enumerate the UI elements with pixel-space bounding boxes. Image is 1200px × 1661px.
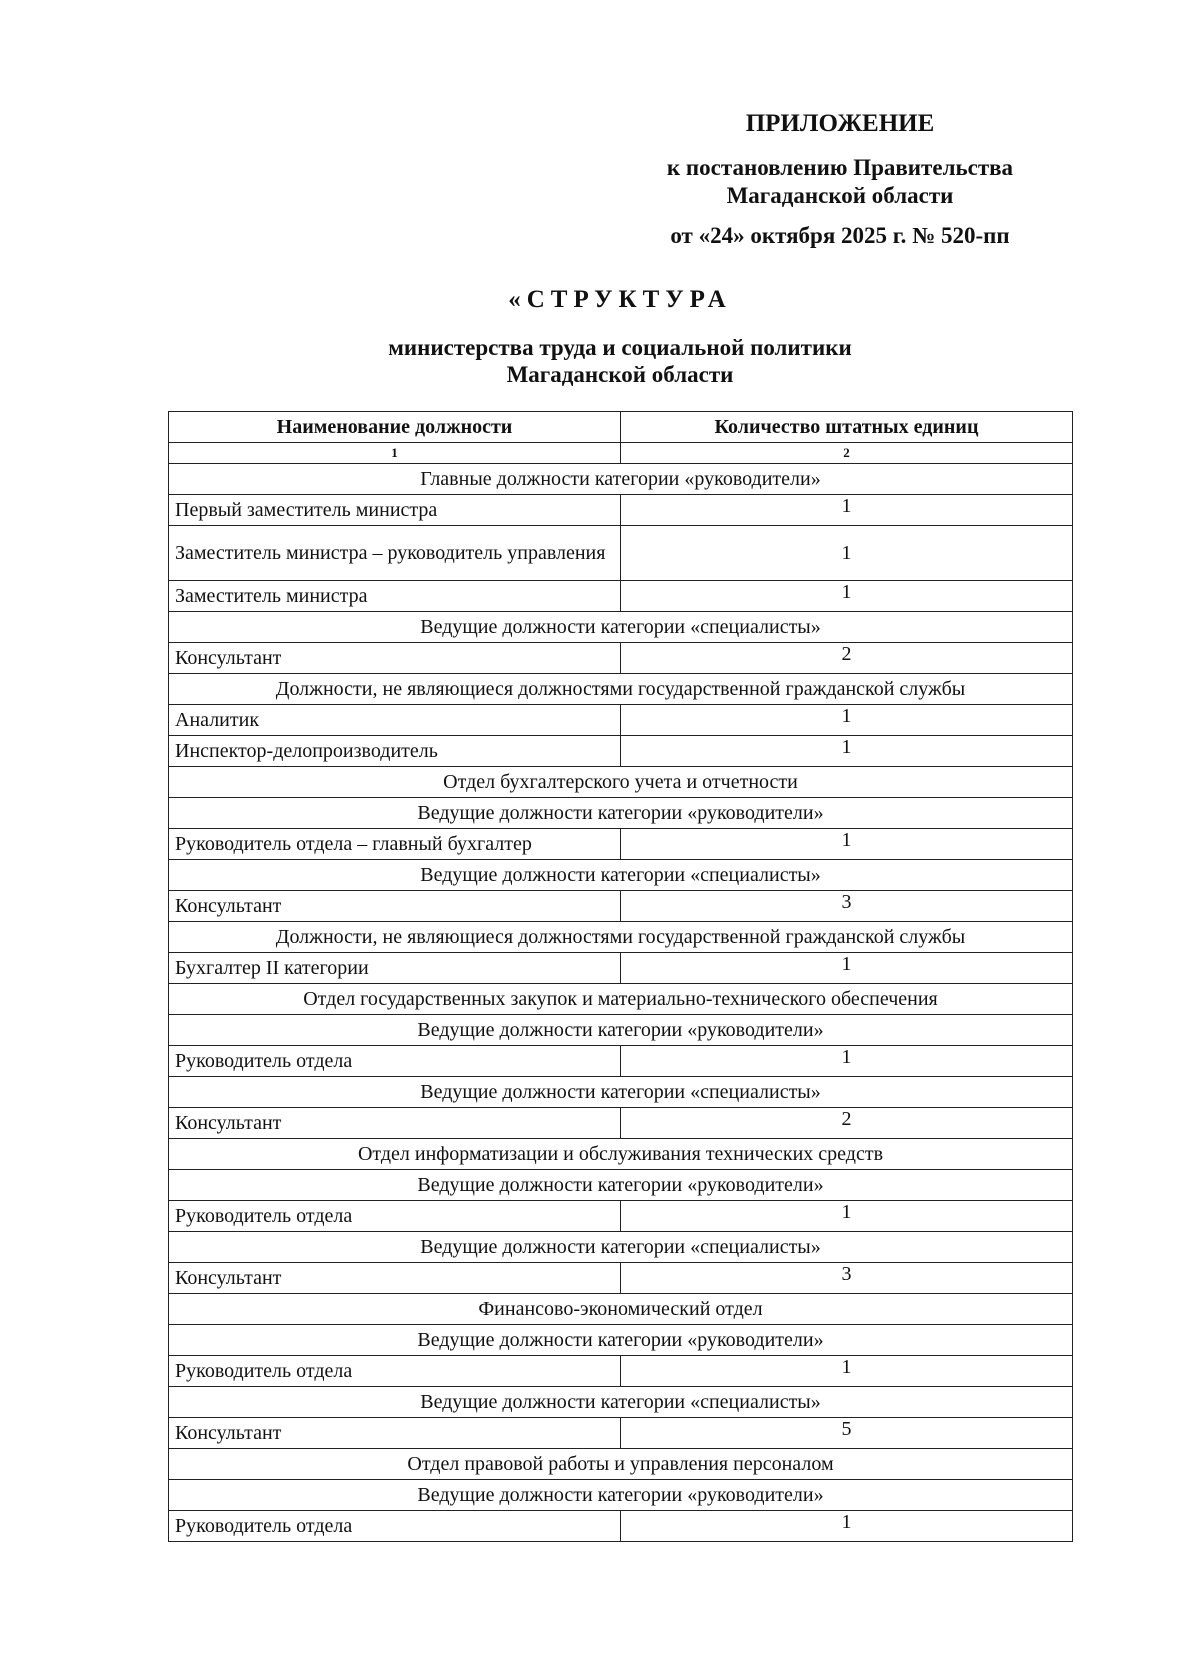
position-name: Руководитель отдела — [169, 1356, 621, 1387]
appendix-line-1: к постановлению Правительства — [666, 155, 1014, 180]
table-row — [169, 643, 1073, 674]
table-section-row — [169, 612, 1073, 643]
appendix-date-line: от «24» октября 2025 г. № 520-пп — [670, 223, 1010, 248]
table-section-row — [169, 922, 1073, 953]
document-title-block — [160, 284, 1080, 388]
appendix-line-2: Магаданской области — [726, 183, 954, 208]
document-subheading-line-2: Магаданской области — [506, 362, 734, 387]
table-row — [169, 1356, 1073, 1387]
table-section-row — [169, 1480, 1073, 1511]
table-section-row — [169, 464, 1073, 495]
table-row — [169, 891, 1073, 922]
position-name: Первый заместитель министра — [169, 495, 621, 526]
table-section-row — [169, 860, 1073, 891]
table-section-row — [169, 767, 1073, 798]
position-name: Руководитель отдела — [169, 1201, 621, 1232]
section-title: Ведущие должности категории «специалисты» — [169, 1232, 1073, 1263]
table-section-row — [169, 1139, 1073, 1170]
appendix-decree-line — [560, 154, 1120, 210]
table-row — [169, 1511, 1073, 1542]
table-row — [169, 705, 1073, 736]
header-staff-count: Количество штатных единиц — [621, 412, 1073, 443]
position-name: Консультант — [169, 643, 621, 674]
table-row — [169, 736, 1073, 767]
section-title: Ведущие должности категории «специалисты» — [169, 612, 1073, 643]
table-section-row — [169, 1170, 1073, 1201]
table-row — [169, 1108, 1073, 1139]
position-name: Руководитель отдела — [169, 1046, 621, 1077]
table-row — [169, 1418, 1073, 1449]
staff-count: 1 — [621, 1511, 1073, 1542]
section-title: Ведущие должности категории «руководители» — [169, 1325, 1073, 1356]
section-title: Отдел правовой работы и управления персоналом — [169, 1449, 1073, 1480]
position-name: Консультант — [169, 1108, 621, 1139]
staff-count: 1 — [621, 1356, 1073, 1387]
table-section-row — [169, 1232, 1073, 1263]
table-section-row — [169, 674, 1073, 705]
table-section-row — [169, 984, 1073, 1015]
appendix-title: ПРИЛОЖЕНИЕ — [745, 110, 935, 137]
staff-count: 1 — [621, 581, 1073, 612]
table-row — [169, 829, 1073, 860]
section-title: Главные должности категории «руководители» — [169, 464, 1073, 495]
staff-count: 1 — [621, 1046, 1073, 1077]
staff-count: 1 — [621, 526, 1073, 581]
staff-count: 5 — [621, 1418, 1073, 1449]
section-title: Ведущие должности категории «специалисты» — [169, 1077, 1073, 1108]
table-row — [169, 526, 1073, 581]
section-title: Ведущие должности категории «руководители» — [169, 1015, 1073, 1046]
section-title: Отдел государственных закупок и материально-технического обеспечения — [169, 984, 1073, 1015]
position-name: Заместитель министра — [169, 581, 621, 612]
table-row — [169, 495, 1073, 526]
table-section-row — [169, 1325, 1073, 1356]
section-title: Ведущие должности категории «руководители» — [169, 1170, 1073, 1201]
section-title: Отдел информатизации и обслуживания технических средств — [169, 1139, 1073, 1170]
staff-count: 1 — [621, 1201, 1073, 1232]
position-name: Заместитель министра – руководитель управления — [169, 526, 621, 581]
staff-count: 1 — [621, 495, 1073, 526]
column-number-2: 2 — [621, 443, 1073, 464]
position-name: Консультант — [169, 891, 621, 922]
section-title: Ведущие должности категории «специалисты» — [169, 1387, 1073, 1418]
table-section-row — [169, 1015, 1073, 1046]
position-name: Консультант — [169, 1263, 621, 1294]
staff-count: 3 — [621, 891, 1073, 922]
position-name: Бухгалтер II категории — [169, 953, 621, 984]
table-row — [169, 953, 1073, 984]
position-name: Руководитель отдела — [169, 1511, 621, 1542]
position-name: Консультант — [169, 1418, 621, 1449]
staff-count: 3 — [621, 1263, 1073, 1294]
section-title: Ведущие должности категории «руководители» — [169, 1480, 1073, 1511]
table-section-row — [169, 1077, 1073, 1108]
staff-count: 1 — [621, 705, 1073, 736]
table-section-row — [169, 1387, 1073, 1418]
table-row — [169, 1046, 1073, 1077]
position-name: Руководитель отдела – главный бухгалтер — [169, 829, 621, 860]
staff-count: 2 — [621, 1108, 1073, 1139]
column-number-1: 1 — [169, 443, 621, 464]
staff-count: 1 — [621, 829, 1073, 860]
section-title: Должности, не являющиеся должностями государственной гражданской службы — [169, 674, 1073, 705]
table-row — [169, 1263, 1073, 1294]
staff-count: 1 — [621, 953, 1073, 984]
section-title: Ведущие должности категории «руководители» — [169, 798, 1073, 829]
table-row — [169, 1201, 1073, 1232]
table-row — [169, 581, 1073, 612]
table-header-row — [169, 412, 1073, 443]
section-title: Ведущие должности категории «специалисты» — [169, 860, 1073, 891]
document-subheading-line-1: министерства труда и социальной политики — [388, 335, 852, 360]
section-title: Отдел бухгалтерского учета и отчетности — [169, 767, 1073, 798]
header-position-name: Наименование должности — [169, 412, 621, 443]
staff-structure-table — [168, 411, 1073, 1542]
document-subheading — [160, 334, 1080, 388]
staff-count: 2 — [621, 643, 1073, 674]
section-title: Финансово-экономический отдел — [169, 1294, 1073, 1325]
position-name: Аналитик — [169, 705, 621, 736]
table-section-row — [169, 1294, 1073, 1325]
document-heading: «СТРУКТУРА — [508, 286, 732, 313]
position-name: Инспектор-делопроизводитель — [169, 736, 621, 767]
appendix-block — [560, 108, 1120, 250]
section-title: Должности, не являющиеся должностями государственной гражданской службы — [169, 922, 1073, 953]
table-section-row — [169, 798, 1073, 829]
column-number-row — [169, 443, 1073, 464]
staff-count: 1 — [621, 736, 1073, 767]
table-section-row — [169, 1449, 1073, 1480]
